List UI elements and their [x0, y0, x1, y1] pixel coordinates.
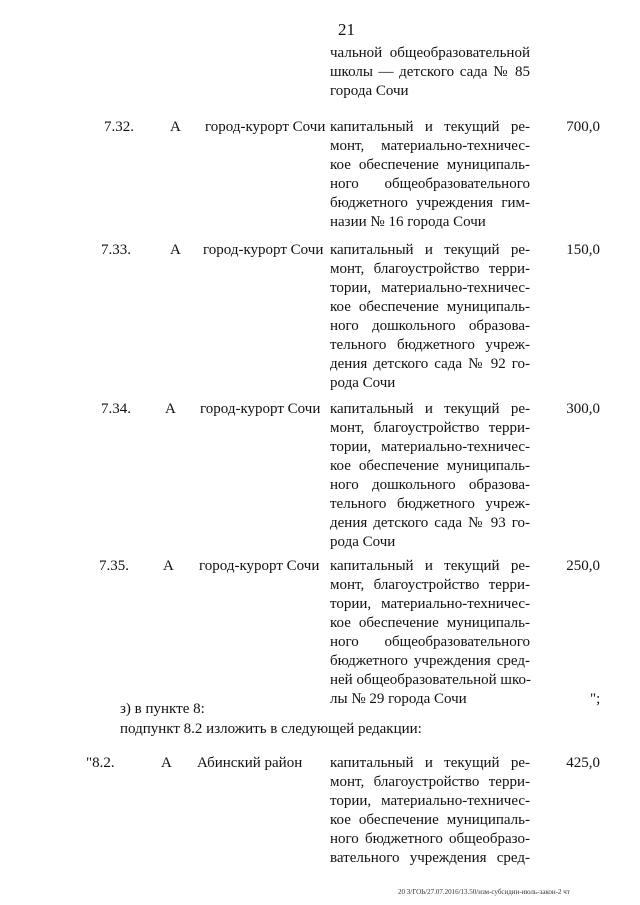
row-municipality: Абинский район — [197, 755, 303, 771]
description-line: кое обеспечение муниципаль- — [330, 615, 530, 631]
description-line: тории, материально-техничес- — [330, 793, 530, 809]
description-line: тельного бюджетного учреж- — [330, 496, 530, 512]
row-description — [330, 118, 530, 232]
row-number: 7.34. — [101, 401, 131, 417]
description-line: монт, материально-техничес- — [330, 138, 530, 154]
description-line: дения детского сада № 92 го- — [330, 356, 530, 372]
row-municipality: город-курорт Сочи — [200, 401, 321, 417]
description-line: капитальный и текущий ре- — [330, 755, 530, 771]
description-line: кое обеспечение муниципаль- — [330, 812, 530, 828]
amendment-subparagraph: подпункт 8.2 изложить в следующей редакции: — [120, 721, 422, 737]
description-line: капитальный и текущий ре- — [330, 401, 530, 417]
row-amount: 250,0 — [566, 558, 600, 574]
row-number: 7.35. — [99, 558, 129, 574]
description-line: монт, благоустройство терри- — [330, 774, 530, 790]
description-line: монт, благоустройство терри- — [330, 420, 530, 436]
description-line: тельного бюджетного учреж- — [330, 337, 530, 353]
row-amount: 425,0 — [566, 755, 600, 771]
description-line: монт, благоустройство терри- — [330, 261, 530, 277]
description-line: кое обеспечение муниципаль- — [330, 458, 530, 474]
row-municipality: город-курорт Сочи — [203, 242, 324, 258]
row-number: "8.2. — [86, 755, 115, 771]
description-line: ного общеобразовательного — [330, 634, 530, 650]
description-line: тории, материально-техничес- — [330, 280, 530, 296]
row-municipality: город-курорт Сочи — [205, 119, 326, 135]
description-line: рода Сочи — [330, 375, 396, 391]
description-line: ного бюджетного общеобразо- — [330, 831, 530, 847]
description-line: города Сочи — [330, 83, 409, 99]
description-line: ного дошкольного образова- — [330, 318, 530, 334]
description-line: капитальный и текущий ре- — [330, 558, 530, 574]
row-description — [330, 241, 530, 393]
row-category: А — [161, 755, 172, 771]
row-category: А — [165, 401, 176, 417]
row-description — [330, 557, 530, 709]
description-line: лы № 29 города Сочи — [330, 691, 467, 707]
description-line: ного общеобразовательного — [330, 176, 530, 192]
continuation-description — [330, 44, 530, 101]
description-line: дения детского сада № 93 го- — [330, 515, 530, 531]
page-number: 21 — [338, 20, 355, 39]
description-line: кое обеспечение муниципаль- — [330, 157, 530, 173]
row-number: 7.32. — [104, 119, 134, 135]
row-amount: 300,0 — [566, 401, 600, 417]
footer-filepath: 20 З/ГОЬ/27.07.2016/13.50/изм-субсидии-июль-закон-2 чт — [398, 888, 570, 896]
description-line: бюджетного учреждения гим- — [330, 195, 530, 211]
description-line: школы — детского сада № 85 — [330, 64, 530, 80]
description-line: рода Сочи — [330, 534, 396, 550]
description-line: бюджетного учреждения сред- — [330, 653, 530, 669]
row-number: 7.33. — [101, 242, 131, 258]
row-category: А — [170, 242, 181, 258]
row-amount: 150,0 — [566, 242, 600, 258]
closing-quote: "; — [590, 691, 601, 707]
description-line: ней общеобразовательной шко- — [330, 672, 531, 688]
description-line: монт, благоустройство терри- — [330, 577, 530, 593]
description-line: назии № 16 города Сочи — [330, 214, 486, 230]
row-municipality: город-курорт Сочи — [199, 558, 320, 574]
row-description — [330, 400, 530, 552]
description-line: вательного учреждения сред- — [330, 850, 530, 866]
description-line: кое обеспечение муниципаль- — [330, 299, 530, 315]
row-category: А — [163, 558, 174, 574]
description-line: капитальный и текущий ре- — [330, 242, 530, 258]
row-amount: 700,0 — [566, 119, 600, 135]
row-category: А — [170, 119, 181, 135]
amendment-paragraph: з) в пункте 8: — [120, 701, 205, 717]
row-description — [330, 754, 530, 868]
description-line: тории, материально-техничес- — [330, 439, 530, 455]
description-line: ного дошкольного образова- — [330, 477, 530, 493]
description-line: тории, материально-техничес- — [330, 596, 530, 612]
description-line: капитальный и текущий ре- — [330, 119, 530, 135]
description-line: чальной общеобразовательной — [330, 45, 530, 61]
